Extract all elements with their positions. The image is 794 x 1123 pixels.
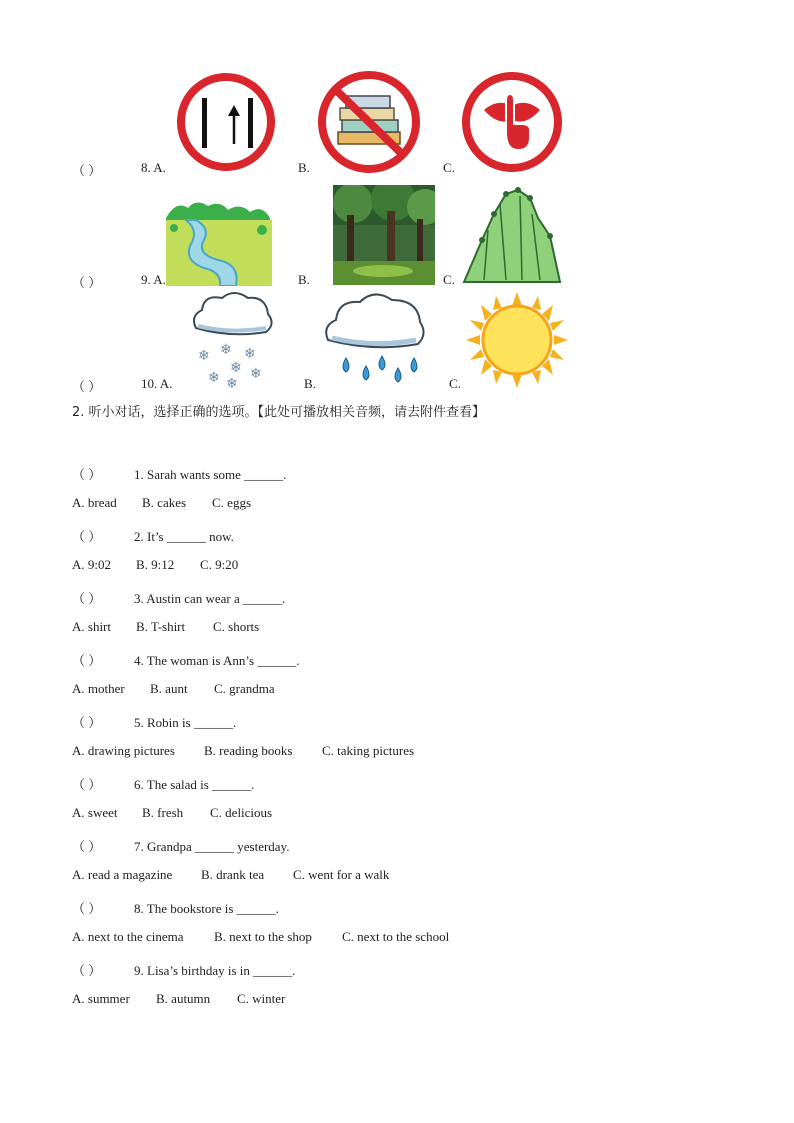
- answer-option: A. next to the cinema: [72, 929, 184, 944]
- no-books-sign-icon: [316, 70, 422, 174]
- svg-text:❄: ❄: [198, 348, 210, 364]
- question-stem-row: [72, 712, 236, 731]
- rain-cloud-icon: [322, 288, 426, 390]
- question-stem-row: [72, 836, 289, 855]
- question-stem: 2. It’s ______ now.: [134, 529, 234, 544]
- answer-option: B. T-shirt: [136, 619, 186, 634]
- answer-option: B. fresh: [142, 805, 184, 820]
- section-2-heading: 2. 听小对话，选择正确的选项。【此处可播放相关音频，请去附件查看】: [72, 405, 486, 420]
- answer-paren: （ ）: [72, 777, 102, 792]
- question-8-row: [72, 160, 101, 179]
- svg-text:❄: ❄: [226, 376, 238, 390]
- answer-option: A. sweet: [72, 805, 118, 820]
- answer-paren: （ ）: [72, 839, 102, 854]
- answer-paren: （ ）: [72, 591, 102, 606]
- answer-paren: （ ）: [72, 715, 102, 730]
- svg-text:❄: ❄: [230, 360, 242, 376]
- sun-icon: [466, 292, 568, 388]
- answer-paren: （ ）: [72, 529, 102, 544]
- answer-option: A. shirt: [72, 619, 111, 634]
- answer-option: B. drank tea: [201, 867, 265, 882]
- question-stem: 5. Robin is ______.: [134, 715, 237, 730]
- question-9-number: 9. A.: [141, 272, 166, 287]
- option-b-label: B.: [298, 272, 310, 287]
- question-stem-row: [72, 774, 254, 793]
- quiet-please-sign-icon: [460, 70, 564, 174]
- snow-cloud-icon: [190, 288, 274, 390]
- answer-paren: （ ）: [72, 901, 102, 916]
- answer-option: A. bread: [72, 495, 117, 510]
- question-stem-row: [72, 588, 285, 607]
- question-stem: 9. Lisa’s birthday is in ______.: [134, 963, 296, 978]
- answer-option: C. taking pictures: [322, 743, 415, 758]
- question-stem-row: [72, 650, 300, 669]
- svg-text:❄: ❄: [250, 366, 262, 382]
- answer-option: A. drawing pictures: [72, 743, 175, 758]
- answer-option: B. aunt: [150, 681, 188, 696]
- keep-lane-sign-icon: [174, 72, 278, 172]
- question-8-number: 8. A.: [141, 160, 166, 175]
- river-icon: [166, 198, 272, 286]
- answer-paren: （ ）: [72, 467, 102, 482]
- answer-option: C. grandma: [214, 681, 275, 696]
- option-c-label: C.: [449, 376, 461, 391]
- question-stem: 1. Sarah wants some ______.: [134, 467, 287, 482]
- answer-option: B. reading books: [204, 743, 293, 758]
- answer-option: C. next to the school: [342, 929, 450, 944]
- option-b-label: B.: [304, 376, 316, 391]
- question-stem: 3. Austin can wear a ______.: [134, 591, 286, 606]
- question-10-row: [72, 376, 101, 395]
- question-9-row: [72, 272, 101, 291]
- question-stem: 8. The bookstore is ______.: [134, 901, 279, 916]
- answer-option: C. eggs: [212, 495, 251, 510]
- option-c-label: C.: [443, 160, 455, 175]
- answer-option: A. summer: [72, 991, 130, 1006]
- question-stem-row: [72, 464, 286, 483]
- answer-paren: （ ）: [72, 275, 102, 290]
- answer-option: C. winter: [237, 991, 286, 1006]
- answer-paren: （ ）: [72, 963, 102, 978]
- answer-option: A. mother: [72, 681, 125, 696]
- answer-option: C. went for a walk: [293, 867, 390, 882]
- answer-option: A. read a magazine: [72, 867, 173, 882]
- answer-option: B. cakes: [142, 495, 187, 510]
- answer-option: C. delicious: [210, 805, 273, 820]
- question-stem: 6. The salad is ______.: [134, 777, 255, 792]
- answer-paren: （ ）: [72, 653, 102, 668]
- answer-option: B. 9:12: [136, 557, 175, 572]
- svg-text:❄: ❄: [244, 346, 256, 362]
- forest-icon: [333, 185, 435, 285]
- answer-option: B. autumn: [156, 991, 211, 1006]
- answer-option: B. next to the shop: [214, 929, 312, 944]
- question-stem: 4. The woman is Ann’s ______.: [134, 653, 300, 668]
- svg-text:❄: ❄: [220, 342, 232, 358]
- question-stem-row: [72, 898, 279, 917]
- question-stem: 7. Grandpa ______ yesterday.: [134, 839, 290, 854]
- option-b-label: B.: [298, 160, 310, 175]
- answer-option: C. 9:20: [200, 557, 239, 572]
- option-c-label: C.: [443, 272, 455, 287]
- mountain-icon: [460, 184, 564, 286]
- answer-option: C. shorts: [213, 619, 260, 634]
- answer-option: A. 9:02: [72, 557, 111, 572]
- svg-text:❄: ❄: [208, 370, 220, 386]
- question-stem-row: [72, 526, 234, 545]
- question-stem-row: [72, 960, 295, 979]
- question-10-number: 10. A.: [141, 376, 173, 391]
- answer-paren: （ ）: [72, 379, 102, 394]
- answer-paren: （ ）: [72, 163, 102, 178]
